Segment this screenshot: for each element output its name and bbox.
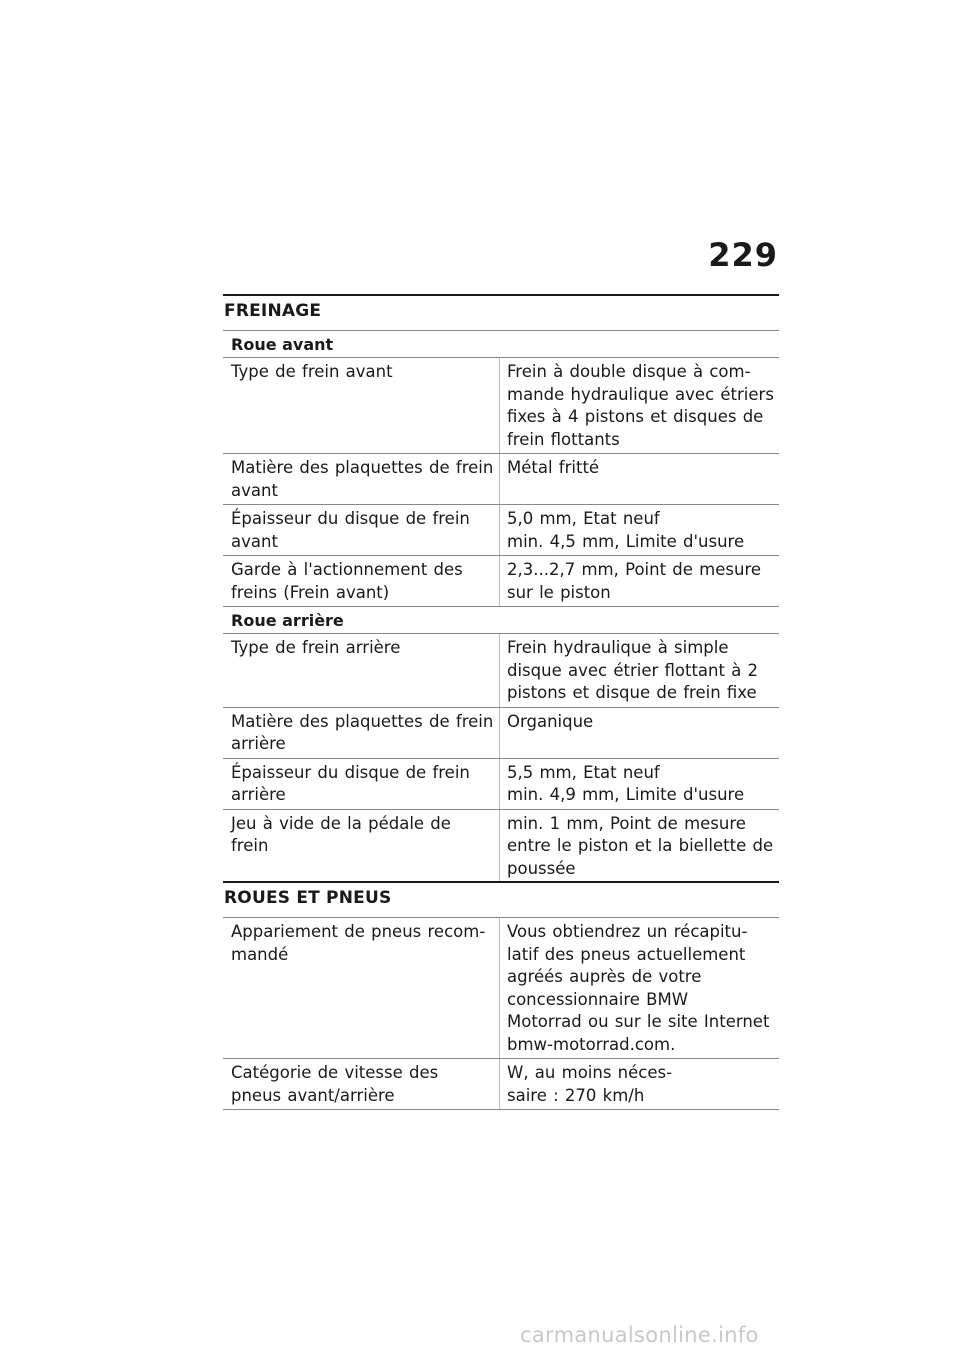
spec-row bbox=[223, 1059, 779, 1110]
spec-value-line: latif des pneus actuellement bbox=[507, 944, 746, 964]
spec-row bbox=[223, 759, 779, 810]
spec-value-line: min. 1 mm, Point de mesure bbox=[507, 813, 746, 833]
spec-label-line: Jeu à vide de la pédale de bbox=[231, 813, 451, 833]
subsection-title: Roue arrière bbox=[223, 607, 779, 634]
spec-label-line: Catégorie de vitesse des bbox=[231, 1063, 439, 1082]
spec-label-line: Appariement de pneus recom- bbox=[231, 922, 486, 941]
spec-table bbox=[223, 917, 779, 1110]
spec-row bbox=[223, 810, 779, 884]
spec-value-line: 5,0 mm, Etat neuf bbox=[507, 509, 660, 528]
spec-value-line: bmw-motorrad.com. bbox=[507, 1034, 676, 1054]
spec-label-line: mandé bbox=[231, 944, 289, 964]
spec-value-line: 2,3...2,7 mm, Point de mesure bbox=[507, 560, 762, 579]
spec-value-line: 5,5 mm, Etat neuf bbox=[507, 762, 660, 782]
spec-label bbox=[223, 454, 500, 504]
spec-label-line: Épaisseur du disque de frein bbox=[231, 509, 470, 528]
spec-value bbox=[500, 358, 779, 453]
spec-label-line: Matière des plaquettes de frein bbox=[231, 458, 494, 477]
spec-label bbox=[223, 1059, 500, 1109]
watermark: carmanualsonline.info bbox=[520, 1323, 759, 1347]
spec-value-line: entre le piston et la biellette de bbox=[507, 836, 774, 855]
spec-value-line: disque avec étrier flottant à 2 bbox=[507, 660, 759, 680]
spec-label bbox=[223, 556, 500, 606]
spec-row bbox=[223, 358, 779, 454]
spec-row bbox=[223, 454, 779, 505]
spec-row bbox=[223, 505, 779, 556]
spec-value-line: W, au moins néces- bbox=[507, 1063, 673, 1082]
spec-label-line: arrière bbox=[231, 785, 286, 804]
spec-value-line: concessionnaire BMW bbox=[507, 989, 689, 1009]
spec-label-line: Garde à l'actionnement des bbox=[231, 560, 463, 579]
spec-value bbox=[500, 454, 779, 504]
spec-value-line: Vous obtiendrez un récapitu- bbox=[507, 922, 748, 941]
spec-label-line: Épaisseur du disque de frein bbox=[231, 762, 470, 782]
spec-label-line: Type de frein arrière bbox=[231, 638, 401, 657]
section-freinage bbox=[223, 294, 779, 883]
spec-value-line: poussée bbox=[507, 858, 576, 878]
subsection-title: Roue avant bbox=[223, 331, 779, 358]
spec-value bbox=[500, 1059, 779, 1109]
spec-row bbox=[223, 634, 779, 708]
spec-label bbox=[223, 358, 500, 453]
spec-value-line: mande hydraulique avec étriers bbox=[507, 384, 774, 404]
spec-value bbox=[500, 810, 779, 883]
spec-label bbox=[223, 634, 500, 707]
spec-label bbox=[223, 810, 500, 883]
spec-table bbox=[223, 330, 779, 883]
spec-label-line: pneus avant/arrière bbox=[231, 1085, 395, 1105]
spec-value-line: Frein à double disque à com- bbox=[507, 362, 751, 381]
section-roues-et-pneus bbox=[223, 881, 779, 1110]
spec-label-line: avant bbox=[231, 480, 278, 500]
section-title: ROUES ET PNEUS bbox=[224, 888, 392, 908]
page-number: 229 bbox=[708, 236, 778, 274]
spec-value bbox=[500, 505, 779, 555]
spec-value-line: min. 4,9 mm, Limite d'usure bbox=[507, 785, 745, 804]
spec-value bbox=[500, 918, 779, 1058]
spec-value-line: Métal fritté bbox=[507, 458, 600, 477]
spec-label bbox=[223, 708, 500, 758]
spec-value-line: min. 4,5 mm, Limite d'usure bbox=[507, 531, 745, 551]
spec-label-line: Type de frein avant bbox=[231, 362, 393, 381]
spec-value bbox=[500, 556, 779, 606]
spec-row bbox=[223, 708, 779, 759]
spec-label bbox=[223, 918, 500, 1058]
spec-value-line: sur le piston bbox=[507, 582, 611, 602]
spec-value-line: frein flottants bbox=[507, 429, 620, 449]
spec-label-line: freins (Frein avant) bbox=[231, 582, 390, 602]
spec-value bbox=[500, 708, 779, 758]
spec-label bbox=[223, 505, 500, 555]
spec-value-line: Organique bbox=[507, 711, 594, 731]
spec-label-line: avant bbox=[231, 531, 278, 551]
spec-value bbox=[500, 634, 779, 707]
spec-value-line: Frein hydraulique à simple bbox=[507, 638, 729, 657]
spec-label-line: arrière bbox=[231, 734, 286, 753]
spec-label-line: frein bbox=[231, 836, 269, 855]
section-title: FREINAGE bbox=[224, 301, 322, 321]
spec-label bbox=[223, 759, 500, 809]
spec-value-line: fixes à 4 pistons et disques de bbox=[507, 407, 764, 426]
spec-value-line: pistons et disque de frein fixe bbox=[507, 683, 757, 702]
spec-row bbox=[223, 556, 779, 607]
spec-row bbox=[223, 918, 779, 1059]
spec-label-line: Matière des plaquettes de frein bbox=[231, 711, 494, 731]
spec-value-line: agréés auprès de votre bbox=[507, 967, 702, 986]
spec-value-line: Motorrad ou sur le site Internet bbox=[507, 1012, 770, 1031]
spec-value-line: saire : 270 km/h bbox=[507, 1085, 645, 1105]
spec-value bbox=[500, 759, 779, 809]
